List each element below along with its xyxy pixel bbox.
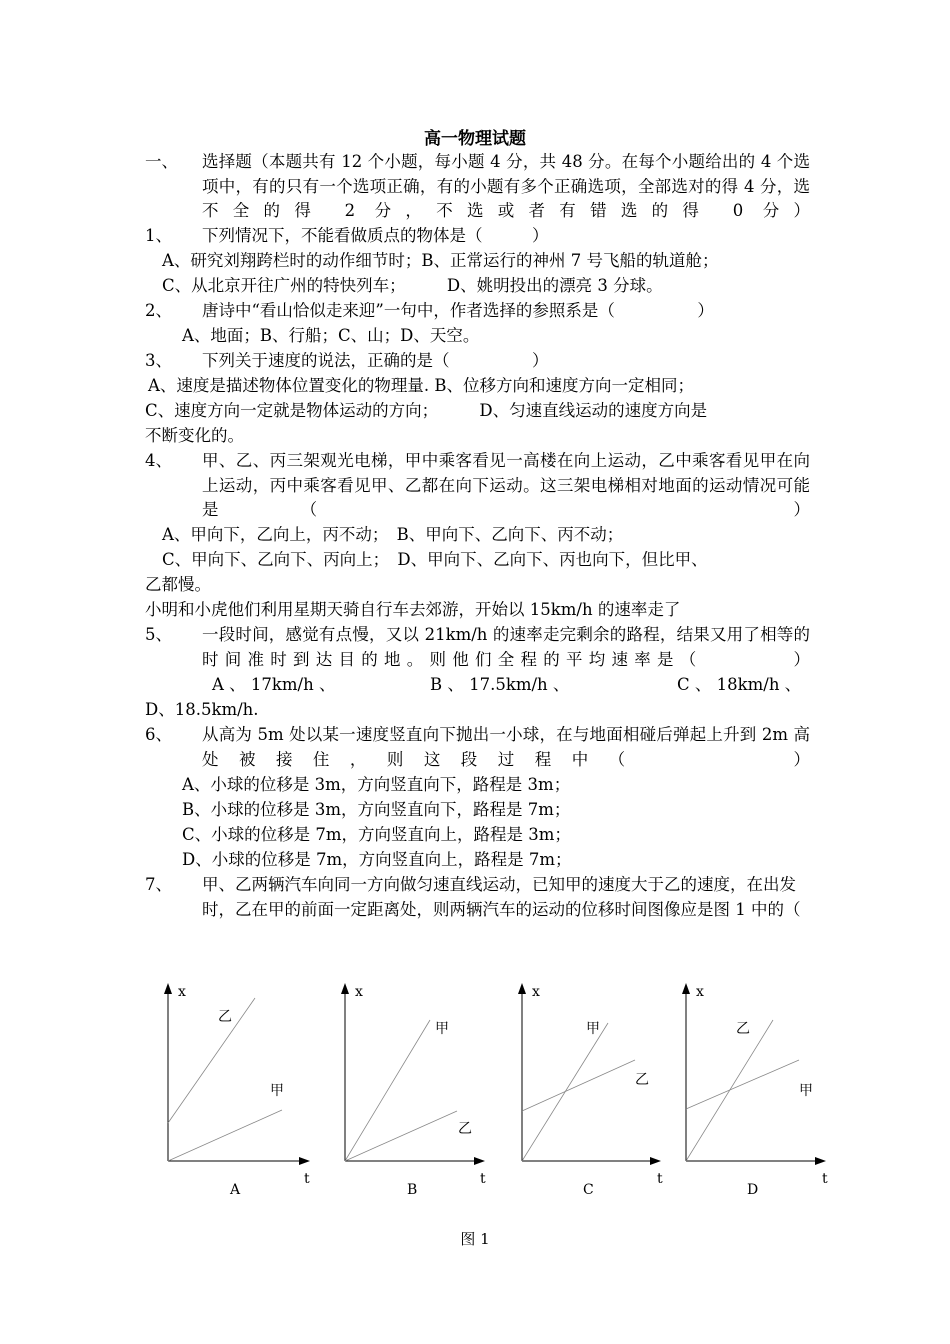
question-text: 甲、乙两辆汽车向同一方向做匀速直线运动，已知甲的速度大于乙的速度，在出发时，乙在甲的前面一定距离处，则两辆汽车的运动的位移时间图像应是图 1 中的（ <box>202 875 801 919</box>
q1-options-cd: C、从北京开往广州的特快列车； D、姚明投出的漂亮 3 分球。 <box>162 276 663 295</box>
question-number: 4、 <box>145 451 172 470</box>
line-jia-label: 甲 <box>799 1083 813 1099</box>
q5-option-b: B 、 17.5km/h 、 <box>430 675 570 694</box>
y-axis-label: x <box>696 984 704 1000</box>
q4-options-cd: C、甲向下、乙向下、丙向上； D、甲向下、乙向下、丙也向下，但比甲、 <box>162 550 708 569</box>
q4-options-cd-cont: 乙都慢。 <box>145 575 211 594</box>
line-yi-label: 乙 <box>635 1072 649 1088</box>
question-3 <box>145 349 810 374</box>
question-6 <box>145 723 810 773</box>
question-text: 唐诗中“看山恰似走来迎”一句中，作者选择的参照系是（ ） <box>202 301 714 320</box>
y-axis-arrow-icon <box>518 983 526 994</box>
q3-options-cd-cont: 不断变化的。 <box>145 426 244 445</box>
question-text: 从高为 5m 处以某一速度竖直向下抛出一小球，在与地面相碰后弹起上升到 2m 高处被接住，则这段过程中（ ） <box>202 725 810 769</box>
xt-graphs-svg <box>150 978 850 1198</box>
x-axis-arrow-icon <box>815 1157 826 1165</box>
figure-1-graphs <box>150 978 850 1198</box>
line-jia <box>168 1110 282 1161</box>
q6-option-d: D、小球的位移是 7m，方向竖直向上，路程是 7m； <box>182 850 572 869</box>
x-axis-arrow-icon <box>474 1157 485 1165</box>
line-jia-label: 甲 <box>586 1021 600 1037</box>
question-4 <box>145 449 810 523</box>
question-number: 7、 <box>145 875 172 894</box>
line-yi <box>345 1111 457 1161</box>
y-axis-label: x <box>355 984 363 1000</box>
q6-option-b: B、小球的位移是 3m，方向竖直向下，路程是 7m； <box>182 800 571 819</box>
y-axis-arrow-icon <box>164 983 172 994</box>
q3-options-ab: A、速度是描述物体位置变化的物理量. B、位移方向和速度方向一定相同； <box>148 376 695 395</box>
figure-caption: 图 1 <box>460 1230 490 1248</box>
section-number: 一、 <box>145 152 178 171</box>
line-yi-label: 乙 <box>218 1009 232 1025</box>
question-text: 下列情况下，不能看做质点的物体是（ ） <box>202 226 549 245</box>
x-axis-label: t <box>304 1171 310 1187</box>
question-text: 下列关于速度的说法，正确的是（ ） <box>202 351 549 370</box>
line-jia <box>345 1020 430 1161</box>
line-yi <box>168 998 255 1123</box>
graph-a <box>164 983 310 1198</box>
x-axis-label: t <box>480 1171 486 1187</box>
graph-label: C <box>583 1182 594 1198</box>
line-yi-label: 乙 <box>458 1121 472 1137</box>
x-axis-label: t <box>657 1171 663 1187</box>
q3-options-cd: C、速度方向一定就是物体运动的方向； D、匀速直线运动的速度方向是 <box>145 401 708 420</box>
q4-options-ab: A、甲向下，乙向上，丙不动； B、甲向下、乙向下、丙不动； <box>162 525 624 544</box>
q5-option-a: A 、 17km/h 、 <box>212 675 336 694</box>
line-yi-label: 乙 <box>736 1021 750 1037</box>
question-number: 5、 <box>145 625 172 644</box>
y-axis-arrow-icon <box>341 983 349 994</box>
page-title: 高一物理试题 <box>424 129 526 149</box>
q5-preamble: 小明和小虎他们利用星期天骑自行车去郊游，开始以 15km/h 的速率走了 <box>145 600 681 619</box>
question-number: 2、 <box>145 301 172 320</box>
q2-options: A、地面；B、行船；C、山；D、天空。 <box>182 326 480 345</box>
y-axis-label: x <box>532 984 540 1000</box>
y-axis-label: x <box>178 984 186 1000</box>
line-jia-label: 甲 <box>270 1083 284 1099</box>
question-number: 3、 <box>145 351 172 370</box>
q5-option-c: C 、 18km/h 、 <box>677 675 802 694</box>
question-5 <box>145 623 810 673</box>
section-instructions: 选择题（本题共有 12 个小题，每小题 4 分，共 48 分。在每个小题给出的 4 个选项中，有的只有一个选项正确，有的小题有多个正确选项，全部选对的得 4 分，选不全的得 2 分，不选或者有错选的得 0 分） <box>202 152 810 221</box>
graph-label: A <box>230 1182 241 1198</box>
x-axis-label: t <box>822 1171 828 1187</box>
section-heading <box>145 150 810 224</box>
question-1 <box>145 224 810 249</box>
q1-options-ab: A、研究刘翔跨栏时的动作细节时；B、正常运行的神州 7 号飞船的轨道舱； <box>162 251 719 270</box>
q5-option-d: D、18.5km/h. <box>145 700 259 719</box>
graph-label: B <box>407 1182 418 1198</box>
line-yi <box>522 1060 635 1111</box>
x-axis-arrow-icon <box>299 1157 310 1165</box>
question-text: 一段时间，感觉有点慢，又以 21km/h 的速率走完剩余的路程，结果又用了相等的时间准时到达目的地。则他们全程的平均速率是（ ） <box>202 625 810 669</box>
line-yi <box>686 1060 799 1109</box>
question-number: 1、 <box>145 226 172 245</box>
graph-c <box>518 983 663 1198</box>
q6-option-a: A、小球的位移是 3m，方向竖直向下，路程是 3m； <box>182 775 571 794</box>
question-2 <box>145 299 810 324</box>
graph-label: D <box>747 1182 759 1198</box>
x-axis-arrow-icon <box>650 1157 661 1165</box>
graph-b <box>341 983 486 1198</box>
line-jia-label: 甲 <box>435 1021 449 1037</box>
question-text: 甲、乙、丙三架观光电梯，甲中乘客看见一高楼在向上运动，乙中乘客看见甲在向上运动，丙中乘客看见甲、乙都在向下运动。这三架电梯相对地面的运动情况可能是（ ） <box>202 451 810 520</box>
question-number: 6、 <box>145 725 172 744</box>
graph-d <box>682 983 828 1198</box>
q6-option-c: C、小球的位移是 7m，方向竖直向上，路程是 3m； <box>182 825 571 844</box>
question-7 <box>145 873 810 947</box>
y-axis-arrow-icon <box>682 983 690 994</box>
